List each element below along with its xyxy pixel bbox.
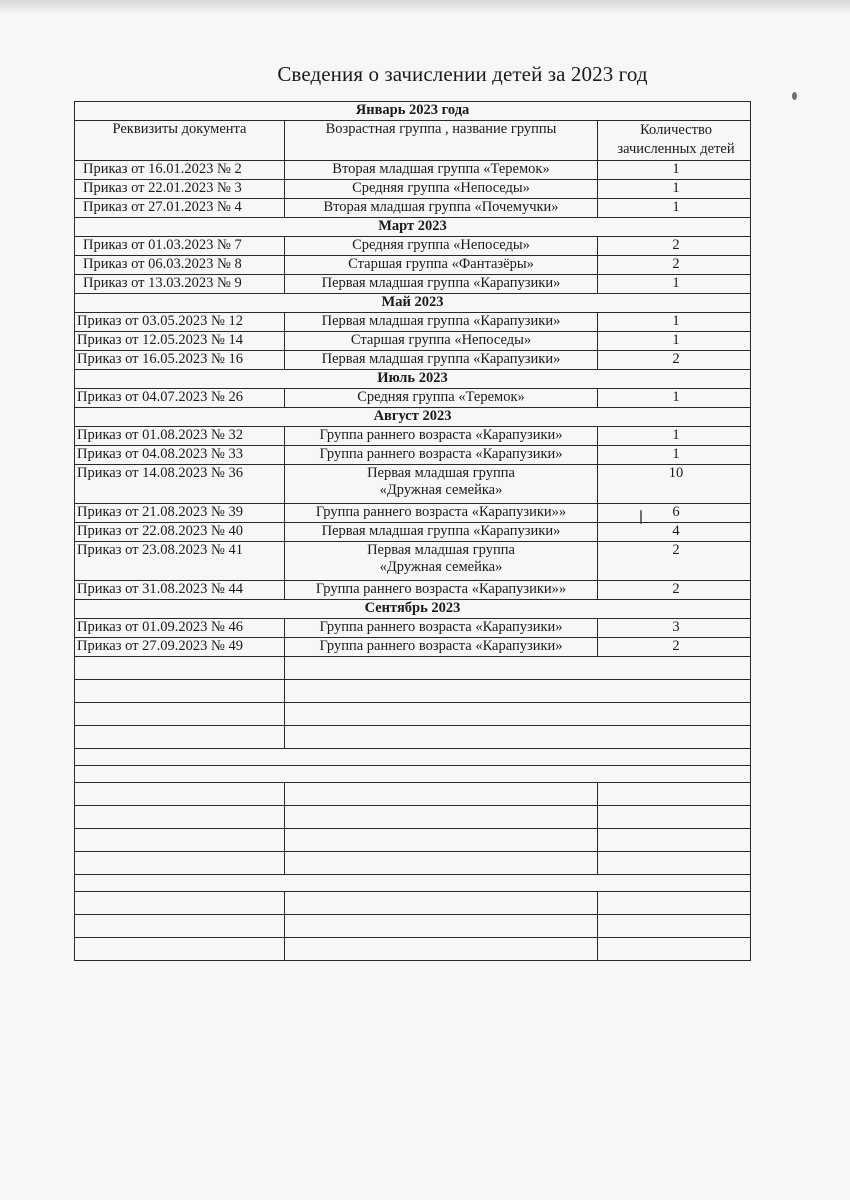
table-row — [75, 542, 751, 581]
empty-row — [75, 703, 751, 726]
empty-cell — [285, 806, 598, 829]
row-count: 1 — [598, 389, 751, 408]
row-group: Вторая младшая группа «Почемучки» — [285, 199, 598, 218]
empty-cell — [75, 852, 285, 875]
row-group: Старшая группа «Непоседы» — [285, 332, 598, 351]
row-count: 1 — [598, 332, 751, 351]
table-row — [75, 332, 751, 351]
table-row — [75, 256, 751, 275]
row-count: 2 — [598, 638, 751, 657]
row-count: 1 — [598, 427, 751, 446]
empty-cell — [598, 829, 751, 852]
empty-cell — [75, 749, 751, 766]
empty-cell — [285, 852, 598, 875]
row-group: Группа раннего возраста «Карапузики» — [285, 638, 598, 657]
row-doc: Приказ от 21.08.2023 № 39 — [75, 504, 285, 523]
header-count: Количество зачисленных детей — [598, 121, 751, 161]
row-group: Группа раннего возраста «Карапузики»» — [285, 504, 598, 523]
empty-cell — [285, 783, 598, 806]
row-count: 2 — [598, 256, 751, 275]
scan-speck — [792, 92, 797, 100]
empty-cell — [75, 938, 285, 961]
table-row — [75, 313, 751, 332]
row-group: Средняя группа «Непоседы» — [285, 180, 598, 199]
table-row — [75, 504, 751, 523]
empty-cell — [598, 806, 751, 829]
empty-cell — [285, 657, 751, 680]
row-count: 2 — [598, 581, 751, 600]
empty-cell — [75, 726, 285, 749]
empty-cell — [598, 915, 751, 938]
row-count: 2 — [598, 542, 751, 581]
row-group: Вторая младшая группа «Теремок» — [285, 161, 598, 180]
table-row — [75, 446, 751, 465]
empty-cell — [75, 783, 285, 806]
table-row — [75, 619, 751, 638]
table-row — [75, 161, 751, 180]
empty-cell — [285, 829, 598, 852]
empty-row — [75, 680, 751, 703]
header-group: Возрастная группа , название группы — [285, 121, 598, 161]
empty-row — [75, 829, 751, 852]
empty-cell — [75, 892, 285, 915]
table-row — [75, 389, 751, 408]
empty-row — [75, 938, 751, 961]
row-group-line1: Первая младшая группа — [367, 465, 515, 481]
row-group — [285, 542, 598, 581]
empty-cell — [598, 852, 751, 875]
row-group: Средняя группа «Теремок» — [285, 389, 598, 408]
row-count: 2 — [598, 351, 751, 370]
empty-row — [75, 852, 751, 875]
table-row — [75, 523, 751, 542]
empty-cell — [285, 680, 751, 703]
row-group — [285, 465, 598, 504]
row-group: Средняя группа «Непоседы» — [285, 237, 598, 256]
row-group: Первая младшая группа «Карапузики» — [285, 313, 598, 332]
empty-cell — [598, 938, 751, 961]
row-count: 1 — [598, 199, 751, 218]
empty-cell — [75, 829, 285, 852]
row-group: Старшая группа «Фантазёры» — [285, 256, 598, 275]
empty-row — [75, 806, 751, 829]
empty-row — [75, 915, 751, 938]
row-doc: Приказ от 12.05.2023 № 14 — [75, 332, 285, 351]
row-doc: Приказ от 23.08.2023 № 41 — [75, 542, 285, 581]
empty-cell — [285, 915, 598, 938]
month-march: Март 2023 — [75, 218, 751, 237]
row-doc: Приказ от 16.01.2023 № 2 — [75, 161, 285, 180]
row-group: Группа раннего возраста «Карапузики» — [285, 427, 598, 446]
table-row — [75, 199, 751, 218]
month-row — [75, 600, 751, 619]
table-row — [75, 351, 751, 370]
row-count: 1 — [598, 161, 751, 180]
row-count: 3 — [598, 619, 751, 638]
month-may: Май 2023 — [75, 294, 751, 313]
row-doc: Приказ от 03.05.2023 № 12 — [75, 313, 285, 332]
empty-cell — [285, 703, 751, 726]
empty-cell — [598, 783, 751, 806]
table-row — [75, 180, 751, 199]
month-july: Июль 2023 — [75, 370, 751, 389]
month-january: Январь 2023 года — [75, 102, 751, 121]
row-doc: Приказ от 14.08.2023 № 36 — [75, 465, 285, 504]
table-row — [75, 465, 751, 504]
row-group-line1: Первая младшая группа — [367, 542, 515, 558]
empty-cell — [75, 766, 751, 783]
empty-cell — [75, 915, 285, 938]
header-doc: Реквизиты документа — [75, 121, 285, 161]
row-group: Первая младшая группа «Карапузики» — [285, 523, 598, 542]
row-count: 10 — [598, 465, 751, 504]
empty-cell — [285, 892, 598, 915]
row-group: Первая младшая группа «Карапузики» — [285, 351, 598, 370]
row-doc: Приказ от 01.08.2023 № 32 — [75, 427, 285, 446]
empty-row — [75, 657, 751, 680]
empty-row — [75, 749, 751, 766]
table-row — [75, 275, 751, 294]
row-doc: Приказ от 01.03.2023 № 7 — [75, 237, 285, 256]
row-doc: Приказ от 04.07.2023 № 26 — [75, 389, 285, 408]
enrollment-table — [74, 101, 751, 961]
row-count: 2 — [598, 237, 751, 256]
month-row — [75, 294, 751, 313]
empty-row — [75, 766, 751, 783]
table-row — [75, 427, 751, 446]
row-doc: Приказ от 16.05.2023 № 16 — [75, 351, 285, 370]
row-doc: Приказ от 22.01.2023 № 3 — [75, 180, 285, 199]
row-doc: Приказ от 06.03.2023 № 8 — [75, 256, 285, 275]
row-doc: Приказ от 27.09.2023 № 49 — [75, 638, 285, 657]
empty-cell — [285, 938, 598, 961]
empty-cell — [75, 806, 285, 829]
row-count: 1 — [598, 180, 751, 199]
header-row — [75, 121, 751, 161]
row-group-line2: «Дружная семейка» — [379, 482, 503, 498]
empty-row — [75, 875, 751, 892]
row-count: 1 — [598, 446, 751, 465]
table-row — [75, 581, 751, 600]
page-title: Сведения о зачислении детей за 2023 год — [277, 62, 648, 86]
month-row — [75, 218, 751, 237]
table-row — [75, 638, 751, 657]
month-august: Август 2023 — [75, 408, 751, 427]
row-doc: Приказ от 01.09.2023 № 46 — [75, 619, 285, 638]
empty-cell — [75, 703, 285, 726]
month-september: Сентябрь 2023 — [75, 600, 751, 619]
row-doc: Приказ от 13.03.2023 № 9 — [75, 275, 285, 294]
table-row — [75, 237, 751, 256]
row-group: Группа раннего возраста «Карапузики» — [285, 446, 598, 465]
row-doc: Приказ от 31.08.2023 № 44 — [75, 581, 285, 600]
row-doc: Приказ от 04.08.2023 № 33 — [75, 446, 285, 465]
month-row — [75, 370, 751, 389]
month-row — [75, 408, 751, 427]
empty-cell — [285, 726, 751, 749]
empty-cell — [75, 680, 285, 703]
scan-edge-shadow — [0, 0, 850, 14]
row-group-line2: «Дружная семейка» — [379, 559, 503, 575]
empty-row — [75, 783, 751, 806]
row-group: Группа раннего возраста «Карапузики» — [285, 619, 598, 638]
row-group: Группа раннего возраста «Карапузики»» — [285, 581, 598, 600]
row-count: 4 — [598, 523, 751, 542]
empty-row — [75, 892, 751, 915]
month-row — [75, 102, 751, 121]
row-doc: Приказ от 27.01.2023 № 4 — [75, 199, 285, 218]
row-doc: Приказ от 22.08.2023 № 40 — [75, 523, 285, 542]
row-count: 6 — [598, 504, 751, 523]
empty-cell — [598, 892, 751, 915]
empty-cell — [75, 657, 285, 680]
row-group: Первая младшая группа «Карапузики» — [285, 275, 598, 294]
row-count: 1 — [598, 275, 751, 294]
empty-cell — [75, 875, 751, 892]
row-count: 1 — [598, 313, 751, 332]
empty-row — [75, 726, 751, 749]
